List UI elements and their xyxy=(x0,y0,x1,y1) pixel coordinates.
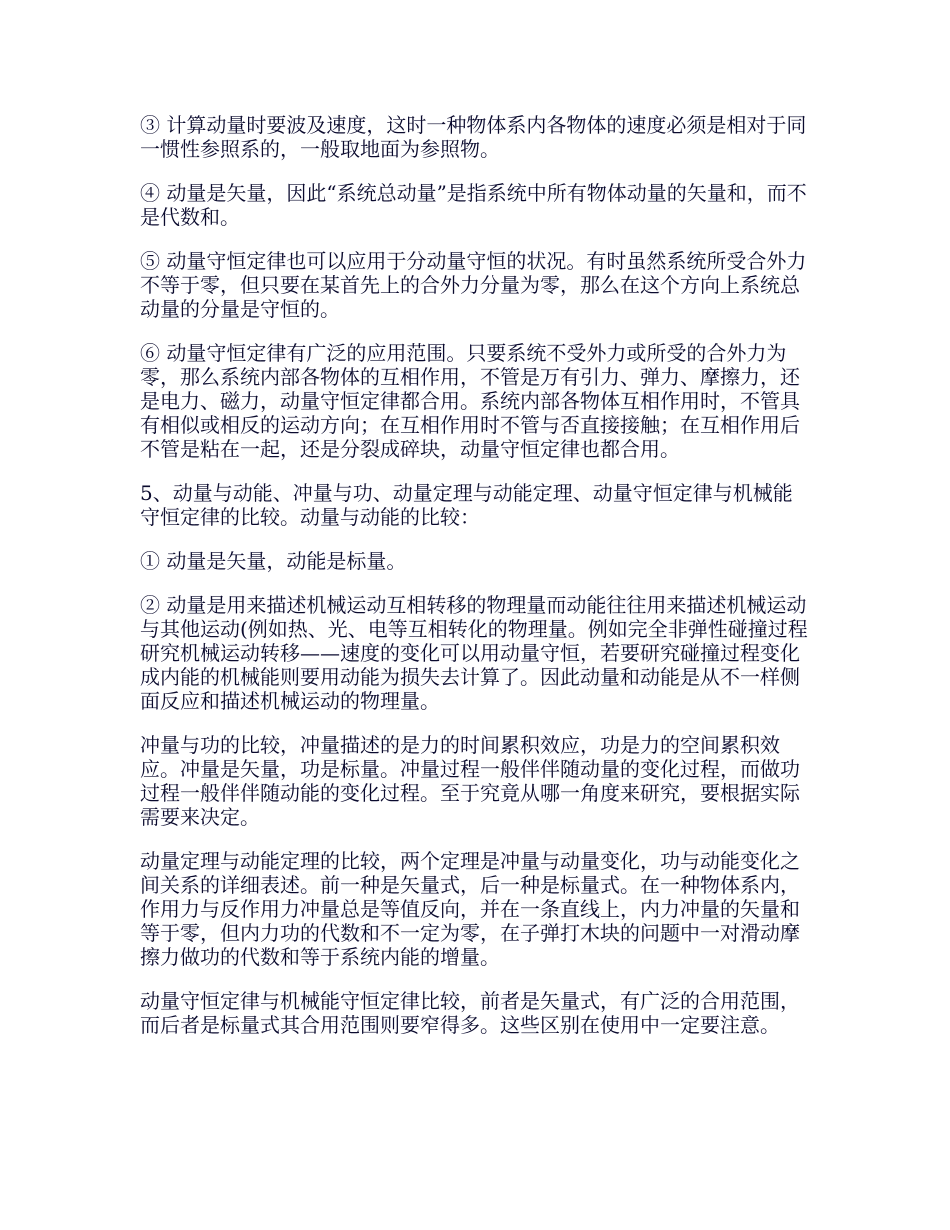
paragraph-momentum-energy: ② 动量是用来描述机械运动互相转移的物理量而动能往往用来描述机械运动与其他运动(例如热、光、电等互相转化的物理量。例如完全非弹性碰撞过程研究机械运动转移——速度的变化可以用动量守恒，若要研究碰撞过程变化成内能的机械能则要用动能为损失去计算了。因此动量和动能是从不一样侧面反应和描述机械运动的物理量。 xyxy=(140,593,808,713)
paragraph-comparison-heading: 5、动量与动能、冲量与功、动量定理与动能定理、动量守恒定律与机械能守恒定律的比较。动量与动能的比较： xyxy=(140,481,793,529)
paragraph-impulse-work: 冲量与功的比较，冲量描述的是力的时间累积效应，功是力的空间累积效应。冲量是矢量，功是标量。冲量过程一般伴伴随动量的变化过程，而做功过程一般伴伴随动能的变化过程。至于究竟从哪一角度来研究，要根据实际需要来决定。 xyxy=(140,733,800,829)
document-page xyxy=(140,113,808,1057)
paragraph-component-conservation: ⑤ 动量守恒定律也可以应用于分动量守恒的状况。有时虽然系统所受合外力不等于零，但只要在某首先上的合外力分量为零，那么在这个方向上系统总动量的分量是守恒的。 xyxy=(140,249,807,321)
paragraph-conservation-laws-comparison: 动量守恒定律与机械能守恒定律比较，前者是矢量式，有广泛的合用范围，而后者是标量式其合用范围则要窄得多。这些区别在使用中一定要注意。 xyxy=(140,989,800,1037)
paragraph-vector-scalar: ① 动量是矢量，动能是标量。 xyxy=(140,549,407,573)
paragraph-momentum-velocity: ③ 计算动量时要波及速度，这时一种物体系内各物体的速度必须是相对于同一惯性参照系的，一般取地面为参照物。 xyxy=(140,113,807,161)
paragraph-conservation-scope: ⑥ 动量守恒定律有广泛的应用范围。只要系统不受外力或所受的合外力为零，那么系统内部各物体的互相作用，不管是万有引力、弹力、摩擦力，还是电力、磁力，动量守恒定律都合用。系统内部各物体互相作用时，不管具有相似或相反的运动方向；在互相作用时不管与否直接接触；在互相作用后不管是粘在一起，还是分裂成碎块，动量守恒定律也都合用。 xyxy=(140,341,800,461)
paragraph-momentum-vector: ④ 动量是矢量，因此“系统总动量”是指系统中所有物体动量的矢量和，而不是代数和。 xyxy=(140,181,807,229)
paragraph-theorem-comparison: 动量定理与动能定理的比较，两个定理是冲量与动量变化，功与动能变化之间关系的详细表述。前一种是矢量式，后一种是标量式。在一种物体系内，作用力与反作用力冲量总是等值反向，并在一条直线上，内力冲量的矢量和等于零，但内力功的代数和不一定为零，在子弹打木块的问题中一对滑动摩擦力做功的代数和等于系统内能的增量。 xyxy=(140,849,800,969)
